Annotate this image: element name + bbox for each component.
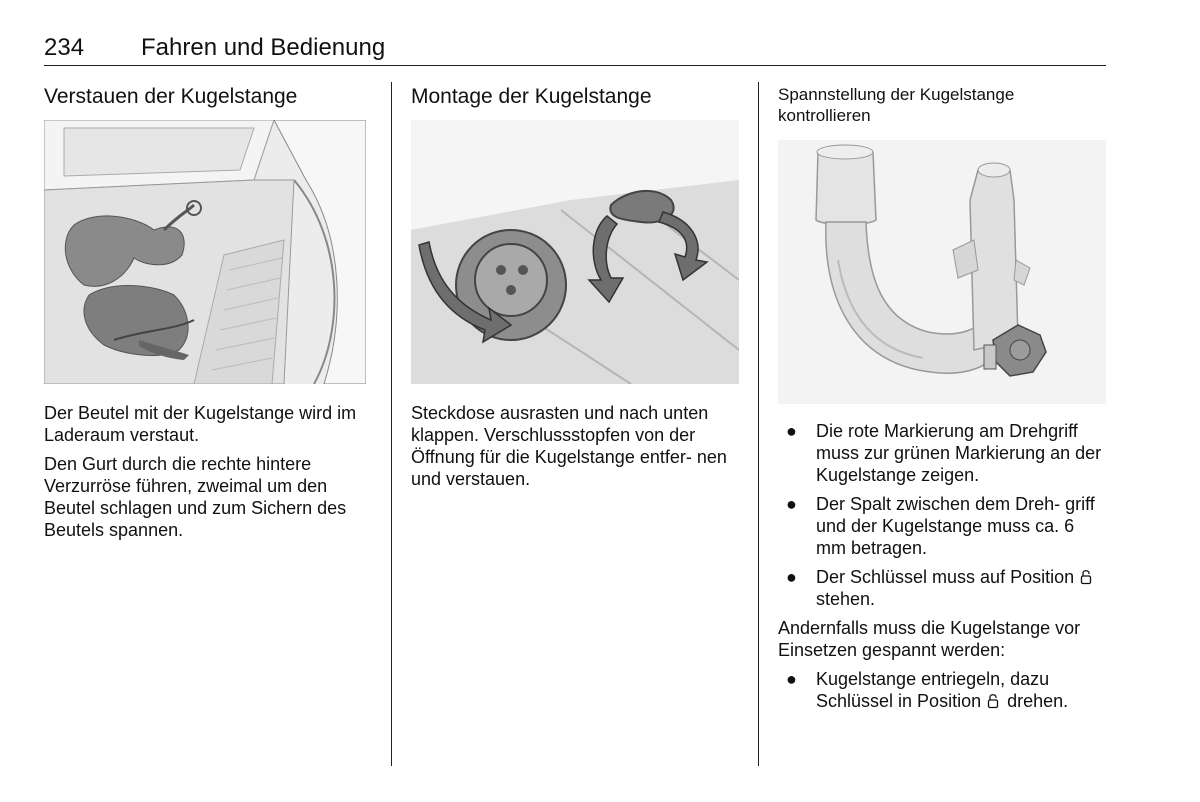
column-mounting-text — [411, 402, 741, 497]
tension-paragraph: Andernfalls muss die Kugelstange vor Einsetzen gespannt werden: — [778, 618, 1081, 660]
bullet-item — [778, 566, 1108, 610]
heading-stowing: Verstauen der Kugelstange — [44, 85, 298, 108]
bullet-dot: ● — [786, 494, 797, 514]
column-stowing — [44, 84, 374, 110]
bullet-dot: ● — [786, 669, 797, 689]
column-tension-check — [778, 84, 1078, 126]
bullet-item — [778, 420, 1108, 486]
bullet-item — [778, 493, 1108, 559]
bullet-dot: ● — [786, 421, 797, 441]
lock-open-icon — [987, 692, 999, 709]
bullet-text-unlock: Kugelstange entriegeln, dazu Schlüssel in Position — [816, 669, 1050, 711]
figure-cargo-bag — [44, 120, 366, 384]
page-number: 234 — [44, 34, 85, 61]
bullet-text-unlock-end: drehen. — [1007, 691, 1069, 711]
bullet-dot: ● — [786, 567, 797, 587]
column-mounting — [411, 84, 741, 110]
header-rule — [44, 65, 1106, 66]
lock-open-icon — [1080, 568, 1092, 585]
bullet-item — [778, 668, 1108, 712]
stowing-paragraph-2: Den Gurt durch die rechte hintere Verzurröse führen, zweimal um den Beutel schlagen und zum Sichern des Beutels spannen. — [44, 454, 347, 540]
column-stowing-text — [44, 402, 378, 548]
heading-mounting: Montage der Kugelstange — [411, 85, 652, 108]
column-tension-check-text — [778, 420, 1108, 719]
figure-socket — [411, 120, 739, 384]
column-divider-1 — [391, 82, 392, 766]
bullet-text-key-position-end: stehen. — [816, 589, 876, 609]
column-divider-2 — [758, 82, 759, 766]
heading-tension-check: Spannstellung der Kugelstange kontrollieren — [778, 85, 1015, 125]
bullet-text-markings: Die rote Markierung am Drehgriff muss zur grünen Markierung an der Kugelstange zeigen. — [816, 421, 1102, 485]
bullet-text-key-position: Der Schlüssel muss auf Position — [816, 567, 1075, 587]
section-title: Fahren und Bedienung — [141, 34, 386, 61]
bullet-text-gap: Der Spalt zwischen dem Dreh‐ griff und der Kugelstange muss ca. 6 mm betragen. — [816, 494, 1095, 558]
mounting-paragraph-1: Steckdose ausrasten und nach unten klappen. Verschlussstopfen von der Öffnung für die Kugelstange entfer‐ nen und verstauen. — [411, 403, 727, 489]
figure-towbar — [778, 140, 1106, 404]
stowing-paragraph-1: Der Beutel mit der Kugelstange wird im Laderaum verstaut. — [44, 403, 357, 445]
